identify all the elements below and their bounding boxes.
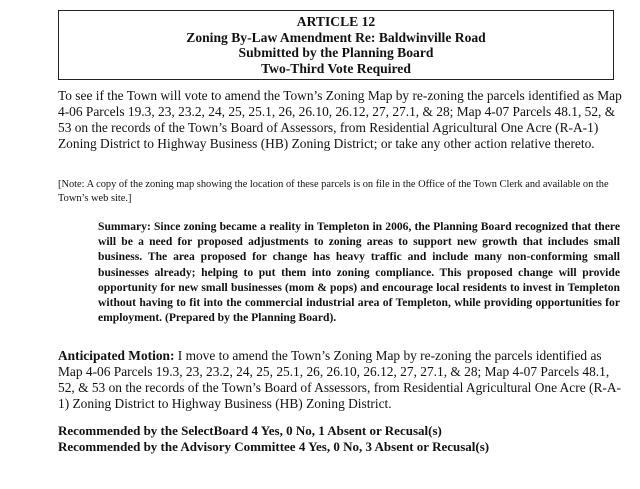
anticipated-motion-paragraph	[58, 348, 623, 412]
article-header-box	[58, 10, 614, 80]
summary-paragraph: Summary: Since zoning became a reality in Templeton in 2006, the Planning Board recognized that there will be a need for proposed adjustments to zoning areas to support new growth that includes small business. The area proposed for change has heavy traffic and include many non-conforming small businesses already; helping to put them into zoning compliance. This proposed change will provide opportunity for new small businesses (mom & pops) and encourage local residents to invest in Templeton without having to fit into the commercial industrial area of Templeton, while providing opportunities for employment. (Prepared by the Planning Board).	[98, 220, 620, 325]
submitted-by: Submitted by the Planning Board	[238, 45, 434, 60]
article-intro-paragraph: To see if the Town will vote to amend the Town’s Zoning Map by re-zoning the parcels identified as Map 4-06 Parcels 19.3, 23, 23.2, 24, 25, 25.1, 26, 26.10, 26.12, 27, 27.1, & 28; Map 4-07 Parcels 48.1, 52, & 53 on the records of the Town’s Board of Assessors, from Residential Agricultural One Acre (R-A-1) Zoning District to Highway Business (HB) Zoning District; or take any other action relative thereto.	[58, 88, 622, 151]
zoning-map-note: [Note: A copy of the zoning map showing the location of these parcels is on file in the Office of the Town Clerk and available on the Town’s web site.]	[58, 179, 609, 204]
vote-required: Two-Third Vote Required	[261, 60, 411, 76]
article-number: ARTICLE 12	[296, 14, 376, 29]
selectboard-recommendation: Recommended by the SelectBoard 4 Yes, 0 No, 1 Absent or Recusal(s)	[58, 423, 442, 438]
advisory-committee-recommendation: Recommended by the Advisory Committee 4 Yes, 0 No, 3 Absent or Recusal(s)	[58, 438, 490, 454]
motion-text: I move to amend the Town’s Zoning Map by re-zoning the parcels identified as Map 4-06 Parcels 19.3, 23, 23.2, 24, 25, 25.1, 26, 26.10, 26.12, 27, 27.1, & 28; Map 4-07 Parcels 48.1, 52, & 53 on the records of the Town’s Board of Assessors, from Residential Agricultural One Acre (R-A-1) Zoning District to Highway Business (HB) Zoning District.	[58, 348, 621, 411]
article-title: Zoning By-Law Amendment Re: Baldwinville Road	[186, 29, 486, 45]
recommendations	[58, 423, 628, 454]
motion-label: Anticipated Motion:	[58, 348, 175, 363]
